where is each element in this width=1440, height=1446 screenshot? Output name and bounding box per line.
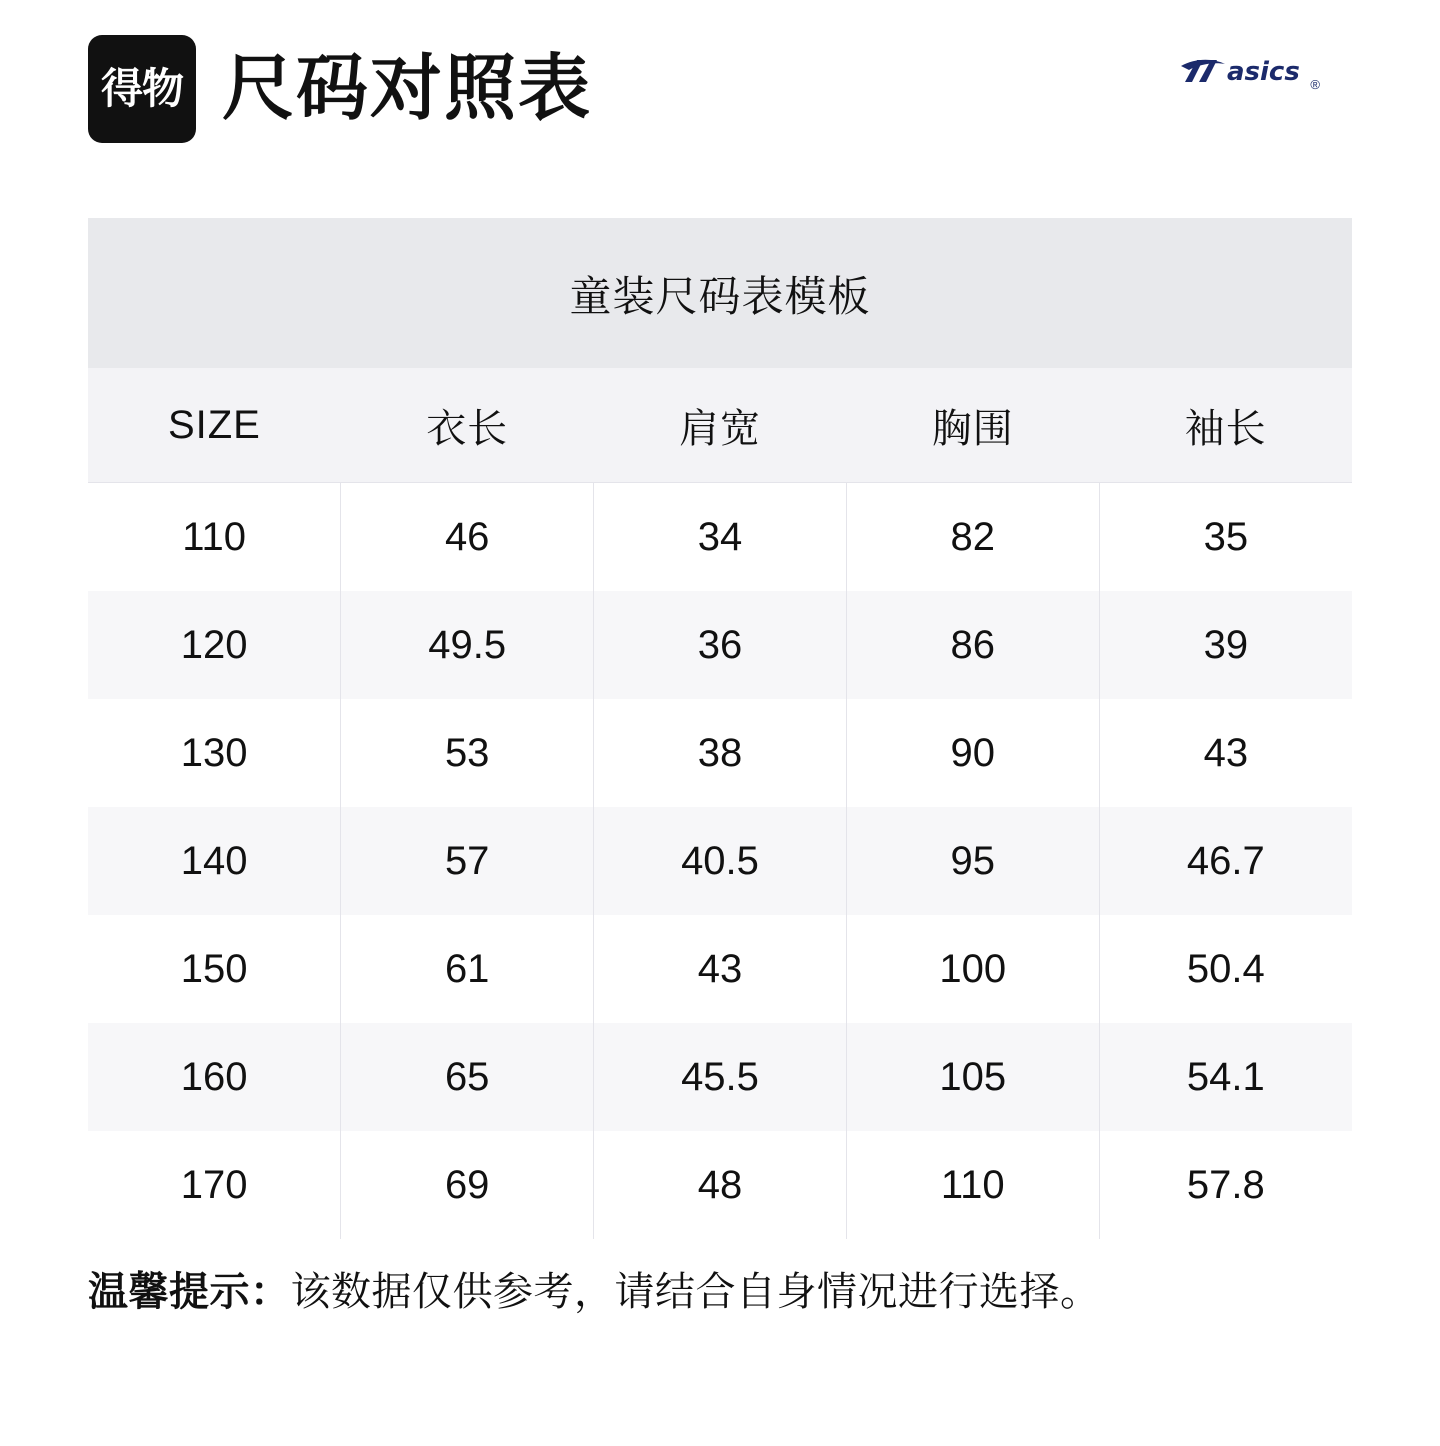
cell-length: 61 [341,915,594,1023]
cell-bust: 90 [846,699,1099,807]
cell-shoulder: 43 [594,915,847,1023]
dewu-logo-badge [88,35,196,143]
size-chart-head [88,368,1352,483]
table-row [88,915,1352,1023]
cell-shoulder: 40.5 [594,807,847,915]
column-header-sleeve: 袖长 [1099,368,1352,483]
table-row [88,483,1352,592]
cell-size: 140 [88,807,341,915]
cell-sleeve: 43 [1099,699,1352,807]
page-title: 尺码对照表 [222,49,593,129]
cell-bust: 110 [846,1131,1099,1239]
table-row [88,699,1352,807]
size-chart-table [88,368,1352,1239]
size-chart-caption: 童装尺码表模板 [88,218,1352,368]
cell-size: 110 [88,483,341,592]
cell-length: 49.5 [341,591,594,699]
cell-length: 69 [341,1131,594,1239]
table-header-row [88,368,1352,483]
cell-size: 150 [88,915,341,1023]
cell-size: 170 [88,1131,341,1239]
size-chart-container [88,218,1352,1239]
cell-sleeve: 35 [1099,483,1352,592]
footnote-label: 温馨提示： [88,1270,291,1314]
table-row [88,807,1352,915]
cell-size: 160 [88,1023,341,1131]
cell-length: 53 [341,699,594,807]
dewu-logo-text: 得物 [100,64,183,113]
cell-bust: 82 [846,483,1099,592]
column-header-shoulder: 肩宽 [594,368,847,483]
cell-sleeve: 50.4 [1099,915,1352,1023]
size-chart-body [88,483,1352,1240]
cell-sleeve: 39 [1099,591,1352,699]
cell-shoulder: 36 [594,591,847,699]
footnote-text: 该数据仅供参考，请结合自身情况进行选择。 [290,1270,1101,1314]
cell-sleeve: 46.7 [1099,807,1352,915]
cell-bust: 95 [846,807,1099,915]
page-header [0,0,1440,150]
cell-length: 65 [341,1023,594,1131]
column-header-length: 衣长 [341,368,594,483]
table-row [88,591,1352,699]
cell-shoulder: 34 [594,483,847,592]
cell-size: 120 [88,591,341,699]
cell-shoulder: 38 [594,699,847,807]
table-row [88,1131,1352,1239]
registered-trademark-icon: ® [1310,77,1320,92]
cell-shoulder: 45.5 [594,1023,847,1131]
cell-bust: 105 [846,1023,1099,1131]
cell-sleeve: 57.8 [1099,1131,1352,1239]
table-row [88,1023,1352,1131]
asics-logo [1179,52,1320,96]
column-header-size: SIZE [88,368,341,483]
cell-size: 130 [88,699,341,807]
footnote [88,1265,1352,1319]
cell-shoulder: 48 [594,1131,847,1239]
cell-bust: 86 [846,591,1099,699]
cell-length: 57 [341,807,594,915]
asics-logo-icon [1179,52,1307,96]
cell-bust: 100 [846,915,1099,1023]
column-header-bust: 胸围 [846,368,1099,483]
cell-sleeve: 54.1 [1099,1023,1352,1131]
cell-length: 46 [341,483,594,592]
svg-text:asics: asics [1227,57,1301,87]
